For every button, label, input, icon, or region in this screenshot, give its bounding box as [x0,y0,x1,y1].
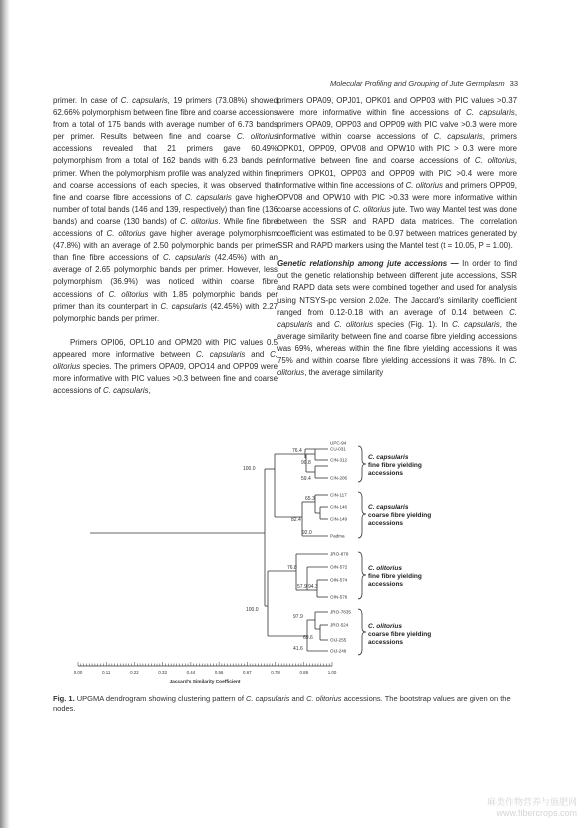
figure-dendrogram [70,440,540,690]
text-run: and [312,319,334,329]
group-species-label: C. olitorius [368,623,402,630]
text-run: In order to find out the genetic relationship between different jute accessions, SSR and RAPD data sets were combined together and used for analysis using NTSYS-pc version 2.02e. The Jaccard's similarity coefficient ranged from 0.12-0.18 with an average of 0.14 between [277,259,517,317]
species-name: C. olitorius [306,694,342,703]
text-run: , the average similarity [304,368,384,378]
bootstrap-value: 76.8 [287,565,297,571]
bootstrap-value: 97.9 [293,614,303,620]
dendrogram-svg [70,440,540,690]
leaf-label: JRO-7835 [330,609,351,615]
text-run: gave higher number of total bands (146 and 139, respectively) than fine (136 bands) and coarse (130 bands) of [53,192,278,226]
leaf-label: CIN-206 [330,475,348,481]
similarity-axis [74,662,337,685]
group-description-line: accessions [368,470,404,477]
text-run: UPGMA dendrogram showing clustering pattern of [74,694,247,703]
text-run: gave higher average polymorphism (47.8%) with an average of 2.50 polymorphic bands per primer than fine fibre accessions of [53,229,278,263]
leaf-label: UPC-94 [330,440,347,446]
bootstrap-value: 100.0 [243,466,256,472]
leaf-label: OIN-576 [330,594,348,600]
right-column [277,95,517,379]
text-run: (42.45%) with an average of 2.65 polymorphic bands per primer. However, less polymorphism (36.9%) was noticed within coarse fibre accessions of [53,253,279,299]
species-name: C. olitorius [277,355,517,378]
text-run: , primers OPK01, OPP03 and OPP09 with PIC >0.4 were more informative within fine accessions of [277,156,517,190]
watermark-line-1: 麻类作物营养与施肥网 [486,797,577,807]
species-name: C. olitorius [236,132,278,142]
group-description-line: coarse fibre yielding [368,631,432,638]
leaf-labels [330,441,351,654]
text-run: . While fine fibre accessions of [53,216,278,239]
dendrogram-branches [90,449,328,651]
species-name: C. olitorius [108,289,149,299]
text-run: and [245,349,271,359]
caption-text [53,694,511,713]
axis-tick-label: 0.22 [130,670,139,675]
text-run: (42.45%) with 2.27 polymorphic bands per primer. [53,301,279,323]
text-run: , [148,386,151,396]
bootstrap-value: 41.6 [293,646,303,652]
axis-tick-label: 0.11 [102,670,111,675]
axis-tick-label: 0.44 [186,670,196,675]
bootstrap-value: 57.9 [297,584,307,590]
species-name: C. capsularis [184,192,232,202]
section-heading: Genetic relationship among jute accessions — [277,259,463,269]
axis-title: Jaccard's Similarity Coefficient [169,680,241,685]
text-run: and [289,694,307,703]
page-number: 33 [509,79,518,88]
leaf-label: CU-031 [330,446,346,452]
species-name: C. capsularis [466,108,515,118]
bootstrap-value: 92.0 [302,530,312,536]
bootstrap-value: 82.4 [291,517,301,523]
species-name: C. olitorius [106,229,146,239]
group-description-line: fine fibre yielding [368,462,422,469]
figure-caption [53,694,518,714]
text-run: with 1.85 polymorphic bands per primer than its counterpart in [53,289,278,311]
group-description-line: accessions [368,581,404,588]
text-run: primers OPA09, OPJ01, OPK01 and OPP03 with PIC values >0.37 were more informative within fine accessions of [277,96,517,118]
text-run: species. The primers OPA09, OPO14 and OPP09 were more informative with PIC values >0.3 between fine and coarse accessions of [53,361,278,396]
text-run: , primers OPK01, OPP09, OPV08 and OPW10 with PIC > 0.3 were more informative between fine and coarse accessions of [277,132,517,166]
group-description-line: accessions [368,639,404,646]
group-species-label: C. capsularis [368,454,409,461]
leaf-label: OIJ-249 [330,648,347,654]
species-name: C. capsularis [277,307,517,329]
group-description-line: fine fibre yielding [368,573,422,580]
group-description-line: accessions [368,520,404,527]
species-name: C. capsularis [120,96,168,105]
bootstrap-value: 90.8 [301,460,311,466]
left-column [53,95,278,397]
species-name: C. capsularis [452,319,500,329]
text-run: accessions. The bootstrap values are given on the nodes. [53,694,511,713]
species-name: C. olitorius [474,156,515,166]
watermark [457,797,577,819]
caption-label: Fig. 1. [53,694,75,703]
leaf-label: OIN-572 [330,564,348,570]
axis-tick-label: 0.78 [271,670,280,675]
species-name: C. capsularis [160,301,208,311]
species-name: C. capsularis [433,132,483,142]
species-name: C. olitorius [405,180,443,190]
text-run: jute. Two way Mantel test was done between the SSR and RAPD data matrices. The correlation coefficient was estimated to be 0.97 between matrices generated by SSR and RAPD markers using the Mantel test (t = 10.05, P = 1.00). [277,204,518,251]
axis-tick-label: 0.33 [158,670,167,675]
bootstrap-value: 94.3 [308,584,318,590]
bootstrap-value: 65.3 [305,496,315,502]
axis-tick-label: 1.00 [327,670,337,675]
species-name: C. capsularis [246,694,290,703]
running-header [300,79,518,88]
leaf-label: CIN-146 [330,504,348,510]
left-paragraph-2 [53,337,278,397]
text-run: primer. In case of [53,96,121,105]
leaf-label: JRO-878 [330,551,349,557]
running-title: Molecular Profiling and Grouping of Jute Germplasm [329,79,505,88]
bootstrap-value: 69.6 [303,635,313,641]
text-run: Primers OPI06, OPL10 and OPM20 with PIC values 0.5 appeared more informative between [53,337,278,359]
watermark-line-2: www.fibercrops.com [496,808,577,818]
species-name: C. capsularis [163,253,211,263]
right-paragraph-2 [277,258,517,379]
right-paragraph-1 [277,95,517,252]
leaf-label: CIN-149 [330,516,348,522]
species-name: C. olitorius [53,349,278,371]
bootstrap-value: 76.4 [292,448,302,454]
group-species-label: C. olitorius [368,565,402,572]
species-name: C. capsularis [103,386,149,396]
group-description-line: coarse fibre yielding [368,512,432,519]
leaf-label: Padma [330,533,345,539]
axis-tick-label: 0.56 [214,670,224,675]
text-run: , the average similarity between fine and coarse fibre yielding accessions was 69%, whereas within the fine fibre yielding accessions it was 75% and within coarse fibre yielding accessions it was 78%. In [277,319,517,365]
axis-tick-label: 0.89 [299,670,309,675]
leaf-label: JRO-524 [330,622,349,628]
group-labels [368,454,431,646]
leaf-label: OIJ-255 [330,637,347,643]
axis-tick-label: 0.00 [73,670,83,675]
species-name: C. olitorius [333,319,374,329]
scan-shadow-edge [0,0,10,828]
species-name: C. olitorius [352,204,391,214]
text-run: , primers OPA09, OPP03 and OPP09 with PIC valve >0.3 were more informative within coarse accessions of [277,108,518,142]
text-run: and primers OPP09, OPV08 and OPW10 with PIC >0.33 were more informative within coarse accessions of [277,180,518,214]
text-run: , 19 primers (73.08%) showed 62.66% polymorphism between fine fibre and coarse accessions from a total of 175 bands with average number of 6.73 bands per primer. Results between fine and coarse [53,96,279,142]
bootstrap-value: 100.0 [246,607,259,613]
species-name: C. capsularis [196,349,246,359]
left-paragraph-1 [53,95,278,325]
axis-tick-label: 0.67 [243,670,252,675]
text-run: accessions revealed that 21 primers gave 60.49% polymorphism from a total of 162 bands with 6.23 bands per primer. When the polymorphism profile was analyzed within fine and coarse accessions of each species, it was observed that fine and coarse fibre accessions of [53,144,278,202]
bootstrap-value: 59.4 [301,476,311,482]
group-braces [358,446,366,655]
text-run: species (Fig. 1). In [373,319,453,329]
group-species-label: C. capsularis [368,504,409,511]
leaf-label: CIN-312 [330,457,348,463]
species-name: C. olitorius [179,216,219,226]
leaf-label: OIN-574 [330,577,348,583]
leaf-label: CIN-117 [330,492,347,498]
